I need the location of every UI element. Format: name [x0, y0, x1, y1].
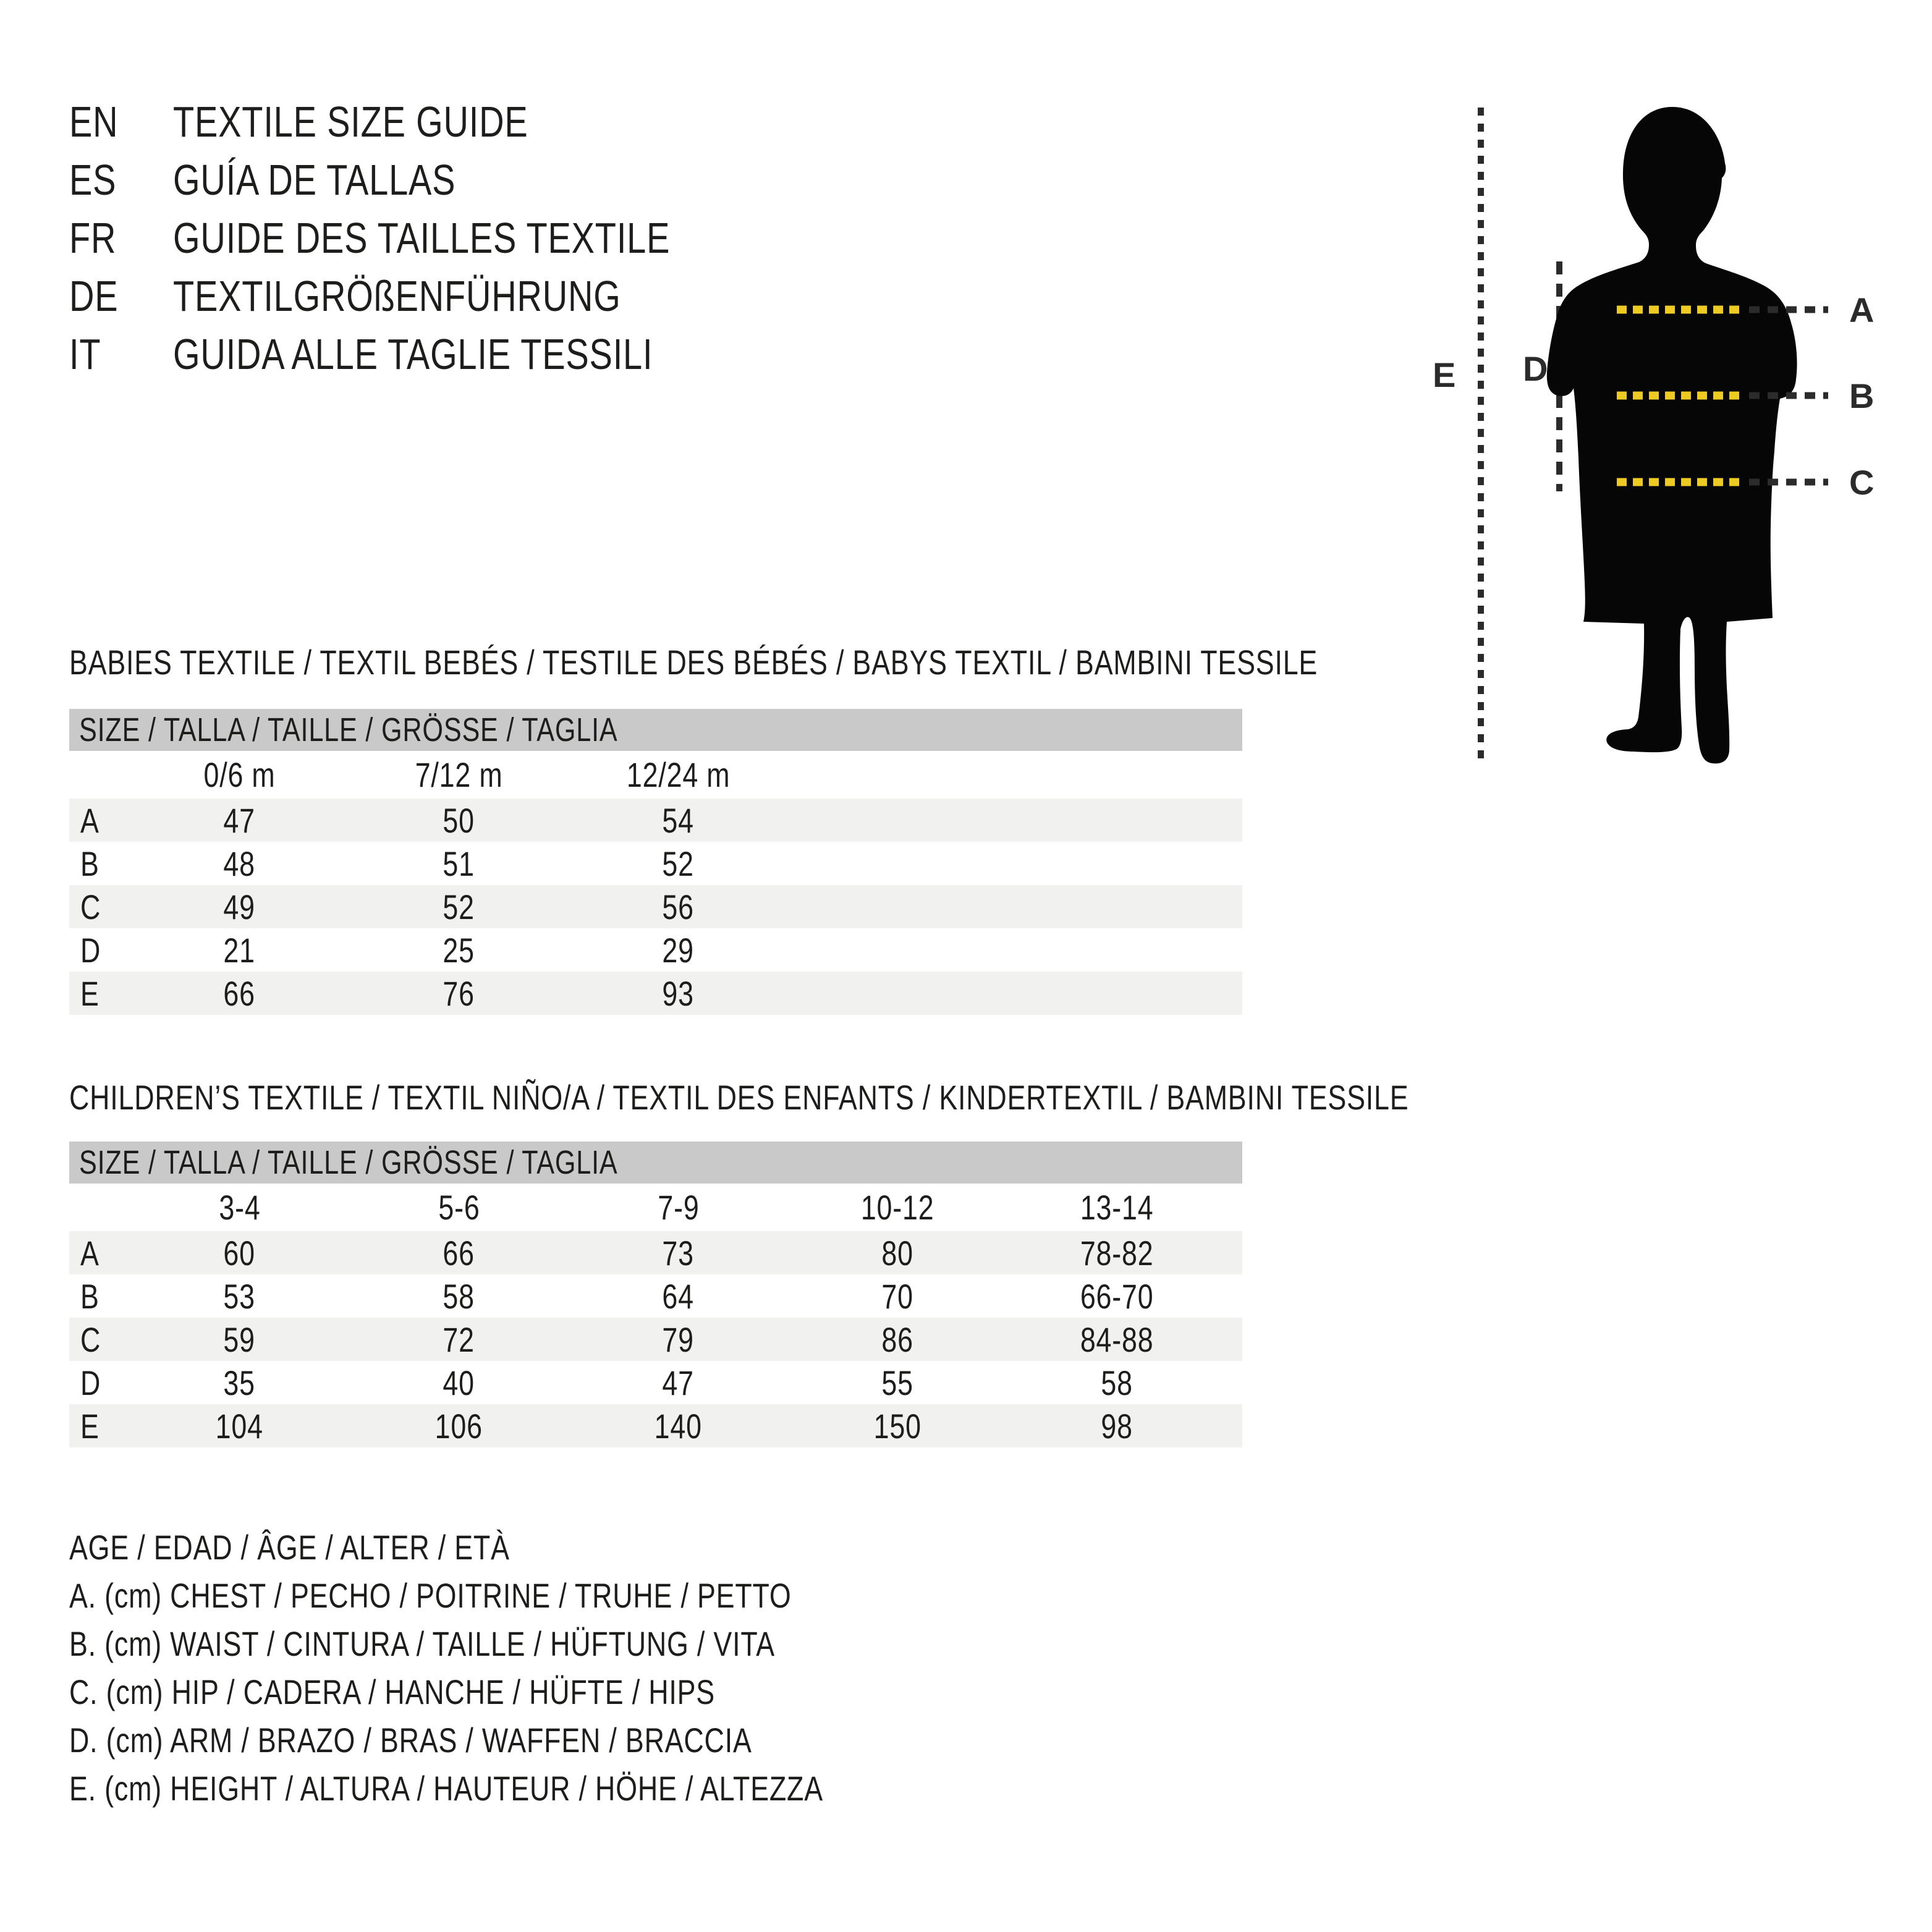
measurement-figure [1409, 87, 1932, 803]
babies-col-7-12m: 7/12 m [415, 755, 503, 794]
table-row: E 104 106 140 150 98 [69, 1404, 1242, 1447]
lang-code-es: ES [69, 156, 117, 204]
lang-title-es: GUÍA DE TALLAS [173, 156, 456, 204]
table-row: A 47 50 54 [69, 799, 1242, 842]
table-row: B 53 58 64 70 66-70 [69, 1274, 1242, 1318]
lang-title-fr: GUIDE DES TAILLES TEXTILE [173, 214, 671, 262]
lang-row-it [69, 325, 794, 383]
legend-age: AGE / EDAD / ÂGE / ALTER / ETÀ [69, 1527, 510, 1567]
row-label: D [80, 1363, 101, 1402]
table-row: D 35 40 47 55 58 [69, 1361, 1242, 1404]
figure-label-c: C [1849, 463, 1875, 502]
lang-title-it: GUIDA ALLE TAGLIE TESSILI [173, 330, 653, 378]
children-col-7-9: 7-9 [657, 1188, 700, 1227]
children-col-3-4: 3-4 [218, 1188, 261, 1227]
children-column-header-row [69, 1184, 1242, 1231]
table-row: A 60 66 73 80 78-82 [69, 1231, 1242, 1274]
row-label: B [80, 1276, 100, 1316]
row-label: C [80, 887, 101, 926]
language-title-block [69, 93, 794, 383]
legend-waist-b: B. (cm) WAIST / CINTURA / TAILLE / HÜFTUNG / VITA [69, 1624, 775, 1663]
children-section-title: CHILDREN’S TEXTILE / TEXTIL NIÑO/A / TEXTIL DES ENFANTS / KINDERTEXTIL / BAMBINI TESSILE [69, 1078, 1409, 1117]
lang-row-de [69, 267, 794, 325]
children-col-13-14: 13-14 [1080, 1188, 1154, 1227]
children-table-header-bar: SIZE / TALLA / TAILLE / GRÖSSE / TAGLIA [69, 1142, 1242, 1184]
babies-table-header-bar: SIZE / TALLA / TAILLE / GRÖSSE / TAGLIA [69, 709, 1242, 751]
measurement-legend [69, 1523, 1012, 1812]
lang-title-de: TEXTILGRÖßENFÜHRUNG [173, 272, 621, 320]
children-size-table [69, 1142, 1242, 1447]
lang-row-en [69, 93, 794, 151]
row-label: B [80, 844, 100, 883]
figure-label-d: D [1523, 349, 1548, 388]
babies-col-12-24m: 12/24 m [626, 755, 731, 794]
legend-chest-a: A. (cm) CHEST / PECHO / POITRINE / TRUHE / PETTO [69, 1575, 792, 1615]
lang-code-it: IT [69, 330, 101, 378]
figure-label-e: E [1433, 355, 1456, 394]
table-row: D 21 25 29 [69, 928, 1242, 972]
babies-col-0-6m: 0/6 m [203, 755, 276, 794]
lang-row-es [69, 151, 794, 209]
table-row: B 48 51 52 [69, 842, 1242, 885]
table-row: C 59 72 79 86 84-88 [69, 1318, 1242, 1361]
lang-title-en: TEXTILE SIZE GUIDE [173, 98, 528, 146]
babies-column-header-row [69, 751, 1242, 799]
row-label: A [80, 1233, 100, 1273]
row-label: C [80, 1320, 101, 1359]
legend-hip-c: C. (cm) HIP / CADERA / HANCHE / HÜFTE / HIPS [69, 1672, 715, 1711]
lang-code-de: DE [69, 272, 119, 320]
row-label: A [80, 800, 100, 840]
babies-section-title: BABIES TEXTILE / TEXTIL BEBÉS / TESTILE DES BÉBÉS / BABYS TEXTIL / BAMBINI TESSILE [69, 643, 1318, 682]
legend-height-e: E. (cm) HEIGHT / ALTURA / HAUTEUR / HÖHE / ALTEZZA [69, 1768, 823, 1808]
lang-code-fr: FR [69, 214, 117, 262]
legend-arm-d: D. (cm) ARM / BRAZO / BRAS / WAFFEN / BRACCIA [69, 1720, 752, 1760]
row-label: D [80, 930, 101, 970]
lang-row-fr [69, 209, 794, 267]
children-col-5-6: 5-6 [438, 1188, 480, 1227]
table-row: C 49 52 56 [69, 885, 1242, 928]
children-col-10-12: 10-12 [861, 1188, 934, 1227]
lang-code-en: EN [69, 98, 119, 146]
figure-label-a: A [1849, 290, 1875, 329]
table-row: E 66 76 93 [69, 972, 1242, 1015]
babies-size-table [69, 709, 1242, 1015]
row-label: E [80, 1406, 100, 1446]
figure-label-b: B [1849, 376, 1875, 415]
row-label: E [80, 973, 100, 1013]
